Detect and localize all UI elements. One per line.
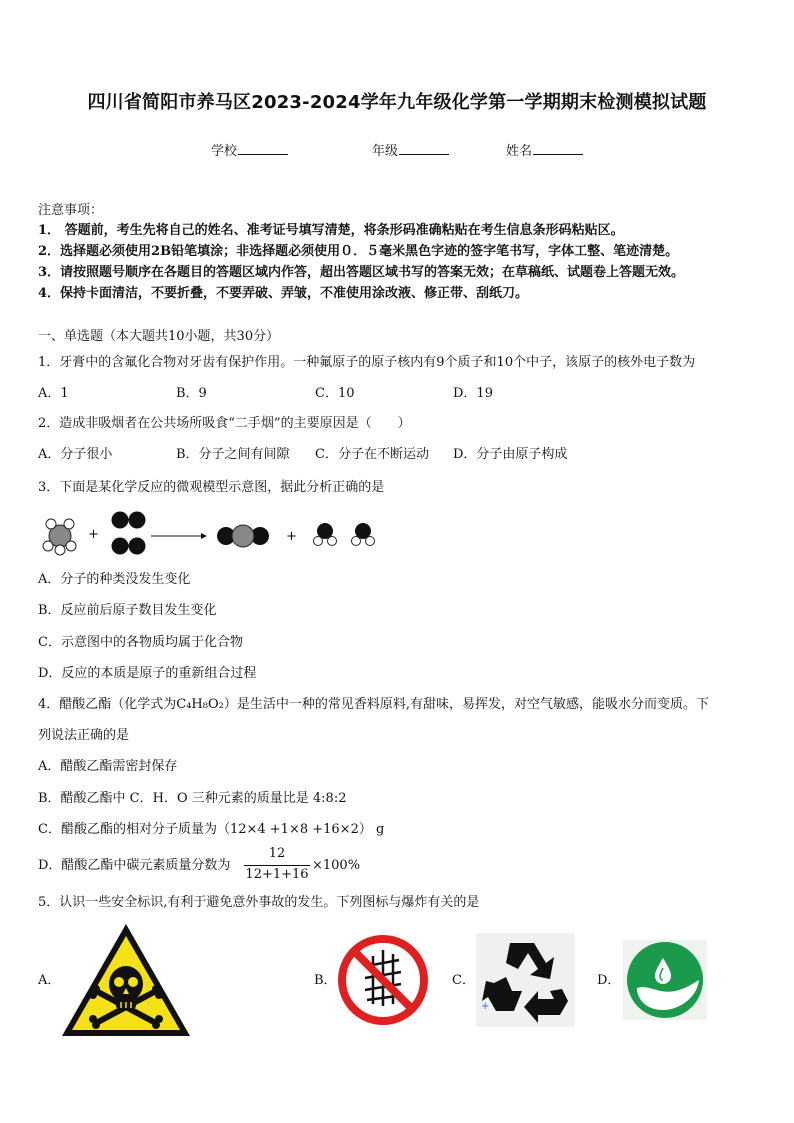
question-4-stem-cont: 列说法正确的是 [38, 728, 130, 743]
question-2-stem: 2．造成非吸烟者在公共场所吸食“二手烟”的主要原因是（ ） [38, 416, 411, 431]
reactant-molecule-2 [112, 512, 146, 555]
fraction-numerator: 12 [268, 846, 286, 861]
page-title: 四川省简阳市养马区2023-2024学年九年级化学第一学期期末检测模拟试题 [87, 92, 707, 113]
grade-blank[interactable] [399, 142, 449, 155]
q2-option-c[interactable]: C．分子在不断运动 [315, 447, 429, 462]
q3-option-a[interactable]: A．分子的种类没发生变化 [38, 572, 191, 587]
product-molecule-2 [314, 523, 375, 546]
fraction [244, 846, 310, 886]
q5-option-d-label[interactable]: D． [597, 973, 621, 988]
product-molecule-1 [217, 525, 269, 547]
section-heading: 一、单选题（本大题共10小题，共30分） [38, 329, 280, 344]
q4-option-b[interactable]: B．醋酸乙酯中 C．H．O 三种元素的质量比是 4:8:2 [38, 791, 347, 806]
question-1-stem: 1．牙膏中的含氟化合物对牙齿有保护作用。一种氟原子的原子核内有9个质子和10个中子，该原子的核外电子数为 [38, 355, 696, 370]
name-field: 姓名 [506, 140, 583, 159]
q2-option-b[interactable]: B．分子之间有间隙 [176, 447, 290, 462]
question-3-stem: 3．下面是某化学反应的微观模型示意图，据此分析正确的是 [38, 480, 385, 495]
name-blank[interactable] [533, 142, 583, 155]
notice-item: 2．选择题必须使用2B铅笔填涂；非选择题必须使用０．５毫米黑色字迹的签字笔书写，字体工整、笔迹清楚。 [38, 244, 679, 259]
q4-option-a[interactable]: A．醋酸乙酯需密封保存 [38, 759, 178, 774]
reactant-molecule-1 [43, 519, 76, 555]
reaction-arrow [151, 533, 207, 539]
q3-option-b[interactable]: B．反应前后原子数目发生变化 [38, 603, 217, 618]
notice-item: 1． 答题前，考生先将自己的姓名、准考证号填写清楚，将条形码准确粘贴在考生信息条形码粘贴区。 [38, 223, 624, 238]
q2-option-a[interactable]: A．分子很小 [38, 447, 113, 462]
plus-sign: + [88, 527, 99, 542]
no-fireworks-icon[interactable] [337, 934, 429, 1026]
question-4-stem: 4．醋酸乙酯（化学式为C₄H₈O₂）是生活中一种的常见香料原料,有甜味，易挥发，对空气敏感，能吸水分而变质。下 [38, 697, 709, 712]
grade-field: 年级 [372, 140, 449, 159]
q5-option-c-label[interactable]: C． [452, 973, 475, 988]
water-saving-icon[interactable] [623, 940, 707, 1020]
reaction-diagram [38, 508, 398, 560]
notice-heading: 注意事项： [38, 203, 104, 218]
toxic-warning-icon[interactable] [60, 922, 192, 1040]
fraction-suffix: ×100% [312, 858, 361, 873]
q3-option-d[interactable]: D．反应的本质是原子的重新组合过程 [38, 666, 257, 681]
q1-option-c[interactable]: C．10 [315, 386, 355, 401]
question-5-stem: 5．认识一些安全标识,有利于避免意外事故的发生。下列图标与爆炸有关的是 [38, 895, 480, 910]
school-blank[interactable] [238, 142, 288, 155]
notice-item: 4．保持卡面清洁，不要折叠，不要弄破、弄皱，不准使用涂改液、修正带、刮纸刀。 [38, 286, 529, 301]
q1-option-d[interactable]: D．19 [453, 386, 493, 401]
q2-option-d[interactable]: D．分子由原子构成 [453, 447, 568, 462]
plus-sign: + [286, 529, 297, 544]
q4-option-d[interactable]: D．醋酸乙酯中碳元素质量分数为 [38, 858, 231, 873]
school-field: 学校 [211, 140, 288, 159]
fraction-denominator: 12+1+16 [245, 867, 309, 882]
plus-mark: + [481, 1001, 490, 1012]
recycle-icon[interactable] [476, 933, 575, 1027]
q3-option-c[interactable]: C．示意图中的各物质均属于化合物 [38, 635, 243, 650]
notice-item: 3．请按照题号顺序在各题目的答题区域内作答，超出答题区域书写的答案无效；在草稿纸、试题卷上答题无效。 [38, 265, 685, 280]
q4-option-c[interactable]: C．醋酸乙酯的相对分子质量为（12×4 +1×8 +16×2） g [38, 822, 385, 837]
q5-option-b-label[interactable]: B． [314, 973, 337, 988]
q5-option-a-label[interactable]: A． [38, 973, 61, 988]
q1-option-b[interactable]: B．9 [176, 386, 207, 401]
q1-option-a[interactable]: A．1 [38, 386, 69, 401]
fraction-bar [244, 865, 310, 866]
